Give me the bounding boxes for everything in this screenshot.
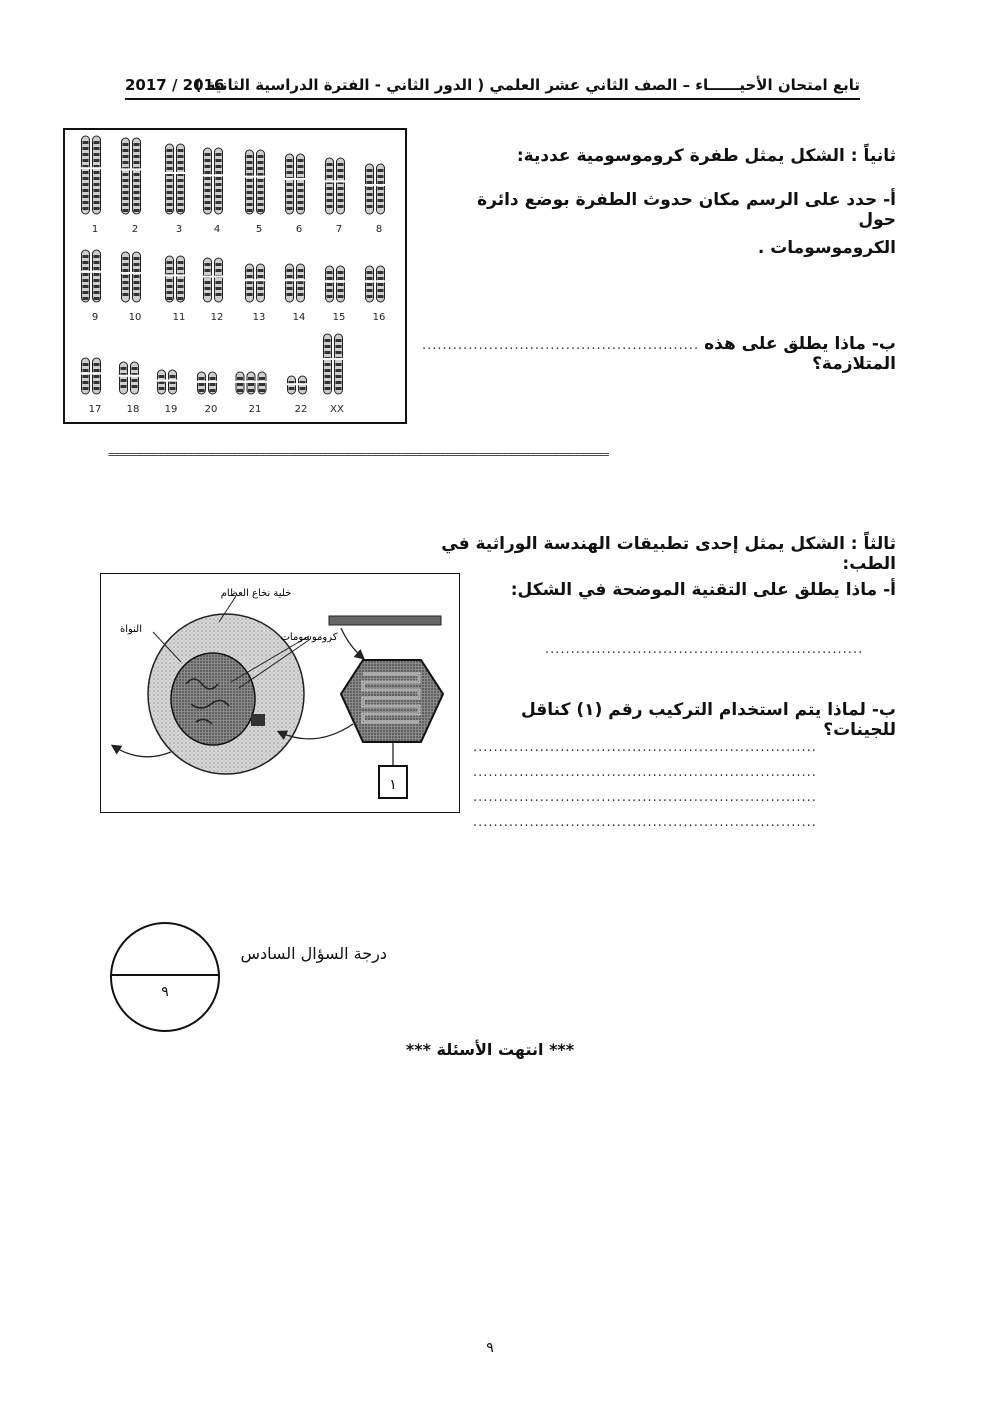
chromosome-label-XX: XX [330,404,344,415]
chromosome-label-20: 20 [204,404,218,415]
label-structure-1: ١ [389,777,397,793]
chromosome-9-1[interactable] [81,250,91,302]
grade-total: ٩ [161,984,169,1000]
chromosome-13-1[interactable] [245,264,255,302]
chromosome-17-1[interactable] [81,358,91,394]
chromosome-label-14: 14 [292,312,306,323]
gene-bar [329,616,441,625]
section2-part-a-line1: أ- حدد على الرسم مكان حدوث الطفرة بوضع دائرة حول [477,190,896,230]
chromosome-label-11: 11 [172,312,186,323]
page-header [125,74,860,100]
chromosome-8-1[interactable] [365,164,375,214]
chromosome-label-8: 8 [375,224,383,235]
chromosome-6-2[interactable] [296,154,306,214]
chromosome-label-2: 2 [131,224,139,235]
chromosome-12-2[interactable] [214,258,224,302]
header-title: تابع امتحان الأحيــــــاء – الصف الثاني عشر العلمي ( الدور الثاني - الفترة الدراسية الثانية ) [194,76,860,94]
section-separator: ========================================================================================= [108,448,609,461]
chromosome-11-1[interactable] [165,256,175,302]
label-chromosomes: كروموسومات [280,632,338,643]
viral-vector-hexagon [341,660,443,742]
chromosome-label-4: 4 [213,224,221,235]
header-year: 2017 / 2016 [125,76,225,94]
chromosome-3-2[interactable] [176,144,186,214]
cell-nucleus [171,653,255,745]
chromosome-18-2[interactable] [130,362,140,394]
chromosome-21-1[interactable] [235,372,245,394]
chromosome-19-1[interactable] [157,370,167,394]
chromosome-label-7: 7 [335,224,343,235]
chromosome-label-12: 12 [210,312,224,323]
chromosome-14-2[interactable] [296,264,306,302]
chromosome-label-5: 5 [255,224,263,235]
chromosome-label-22: 22 [294,404,308,415]
grade-divider [112,974,218,976]
section3-part-b: ب- لماذا يتم استخدام التركيب رقم (١) كناقل للجينات؟ [520,700,896,740]
chromosome-22-1[interactable] [287,376,297,394]
gene-therapy-figure [100,573,460,813]
chromosome-6-1[interactable] [285,154,295,214]
karyotype-chromosomes [65,130,405,422]
section3-heading: ثالثاً : الشكل يمثل إحدى تطبيقات الهندسة الوراثية في الطب: [441,534,896,574]
chromosome-7-1[interactable] [325,158,335,214]
chromosome-label-13: 13 [252,312,266,323]
end-of-questions: *** انتهت الأسئلة *** [405,1040,575,1059]
inserted-gene-mark [251,714,265,726]
chromosome-4-2[interactable] [214,148,224,214]
section2-heading: ثانياً : الشكل يمثل طفرة كروموسومية عددية: [516,146,896,166]
chromosome-12-1[interactable] [203,258,213,302]
chromosome-label-6: 6 [295,224,303,235]
chromosome-label-3: 3 [175,224,183,235]
label-nucleus: النواة [119,624,143,635]
chromosome-1-2[interactable] [92,136,102,214]
chromosome-21-2[interactable] [246,372,256,394]
chromosome-label-15: 15 [332,312,346,323]
section3-part-b-answer-3[interactable]: ................................................................... [473,790,817,805]
chromosome-1-1[interactable] [81,136,91,214]
chromosome-label-1: 1 [91,224,99,235]
chromosome-label-16: 16 [372,312,386,323]
chromosome-17-2[interactable] [92,358,102,394]
section2-part-b: ب- ماذا يطلق على هذه المتلازمة؟ [704,334,896,374]
chromosome-label-17: 17 [88,404,102,415]
section3-part-a-answer[interactable]: .............................................................. [545,642,864,657]
chromosome-3-1[interactable] [165,144,175,214]
chromosome-20-1[interactable] [197,372,207,394]
chromosome-16-1[interactable] [365,266,375,302]
chromosome-label-18: 18 [126,404,140,415]
section2-part-a-line2: الكروموسومات . [757,238,896,258]
chromosome-8-2[interactable] [376,164,386,214]
chromosome-label-21: 21 [248,404,262,415]
chromosome-15-2[interactable] [336,266,346,302]
chromosome-4-1[interactable] [203,148,213,214]
chromosome-label-10: 10 [128,312,142,323]
chromosome-7-2[interactable] [336,158,346,214]
chromosome-2-2[interactable] [132,138,142,214]
chromosome-10-2[interactable] [132,252,142,302]
karyotype-figure [63,128,407,424]
chromosome-5-2[interactable] [256,150,266,214]
label-bone-marrow-cell: خلية نخاع العظام [220,588,292,599]
chromosome-15-1[interactable] [325,266,335,302]
chromosome-10-1[interactable] [121,252,131,302]
chromosome-9-2[interactable] [92,250,102,302]
section2-answer-line[interactable]: ...................................................... [422,338,700,353]
chromosome-XX-1[interactable] [323,334,333,394]
grade-label: درجة السؤال السادس [240,944,387,963]
chromosome-5-1[interactable] [245,150,255,214]
section3-part-b-answer-4[interactable]: ................................................................... [473,815,817,830]
section3-part-b-answer-1[interactable]: ................................................................... [473,740,817,755]
section3-part-b-answer-2[interactable]: ................................................................... [473,765,817,780]
chromosome-20-2[interactable] [208,372,218,394]
chromosome-22-2[interactable] [298,376,308,394]
chromosome-2-1[interactable] [121,138,131,214]
chromosome-label-9: 9 [91,312,99,323]
chromosome-21-3[interactable] [257,372,267,394]
chromosome-18-1[interactable] [119,362,129,394]
chromosome-13-2[interactable] [256,264,266,302]
chromosome-16-2[interactable] [376,266,386,302]
grade-circle [110,922,220,1032]
chromosome-14-1[interactable] [285,264,295,302]
chromosome-19-2[interactable] [168,370,178,394]
chromosome-XX-2[interactable] [334,334,344,394]
section3-part-a: أ- ماذا يطلق على التقنية الموضحة في الشكل: [510,580,896,600]
chromosome-11-2[interactable] [176,256,186,302]
page-number: ٩ [486,1340,494,1356]
chromosome-label-19: 19 [164,404,178,415]
